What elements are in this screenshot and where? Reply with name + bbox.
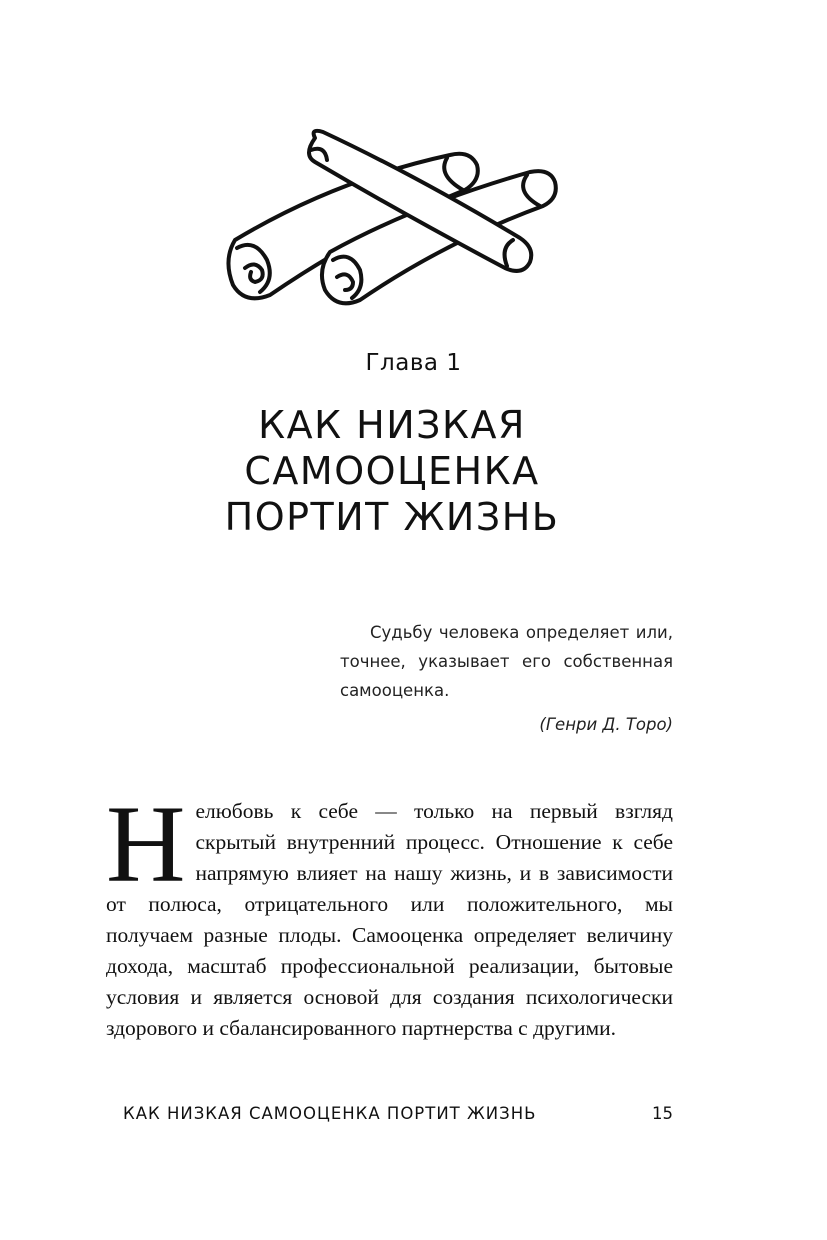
body-paragraph-text: елюбовь к себе — только на первый взгляд скрытый внутренний процесс. Отношение к себе напрямую влияет на нашу жизнь, и в зависимости от полюса, отрицательного или положительного, мы получаем разные плоды. Самооценка определяет величину дохода, масштаб профессиональной реализации, бытовые условия и является основой для создания психологически здорового и сбалансированного партнерства с другими. (106, 799, 673, 1040)
drop-cap: Н (106, 783, 186, 905)
running-title: КАК НИЗКАЯ САМООЦЕНКА ПОРТИТ ЖИЗНЬ (123, 1104, 537, 1123)
cinnamon-sticks-icon (215, 120, 565, 310)
body-paragraph (106, 783, 673, 1044)
page-number: 15 (652, 1104, 673, 1123)
chapter-title-line: ПОРТИТ ЖИЗНЬ (224, 495, 560, 539)
chapter-title-line: КАК НИЗКАЯ (258, 403, 526, 447)
chapter-title (0, 402, 784, 540)
chapter-title-line: САМООЦЕНКА (244, 449, 540, 493)
epigraph-quote: Судьбу человека определяет или, точнее, указывает его собственная самооценка. (340, 623, 673, 700)
epigraph-author: (Генри Д. Торо) (539, 715, 673, 734)
chapter-label: Глава 1 (365, 350, 462, 376)
